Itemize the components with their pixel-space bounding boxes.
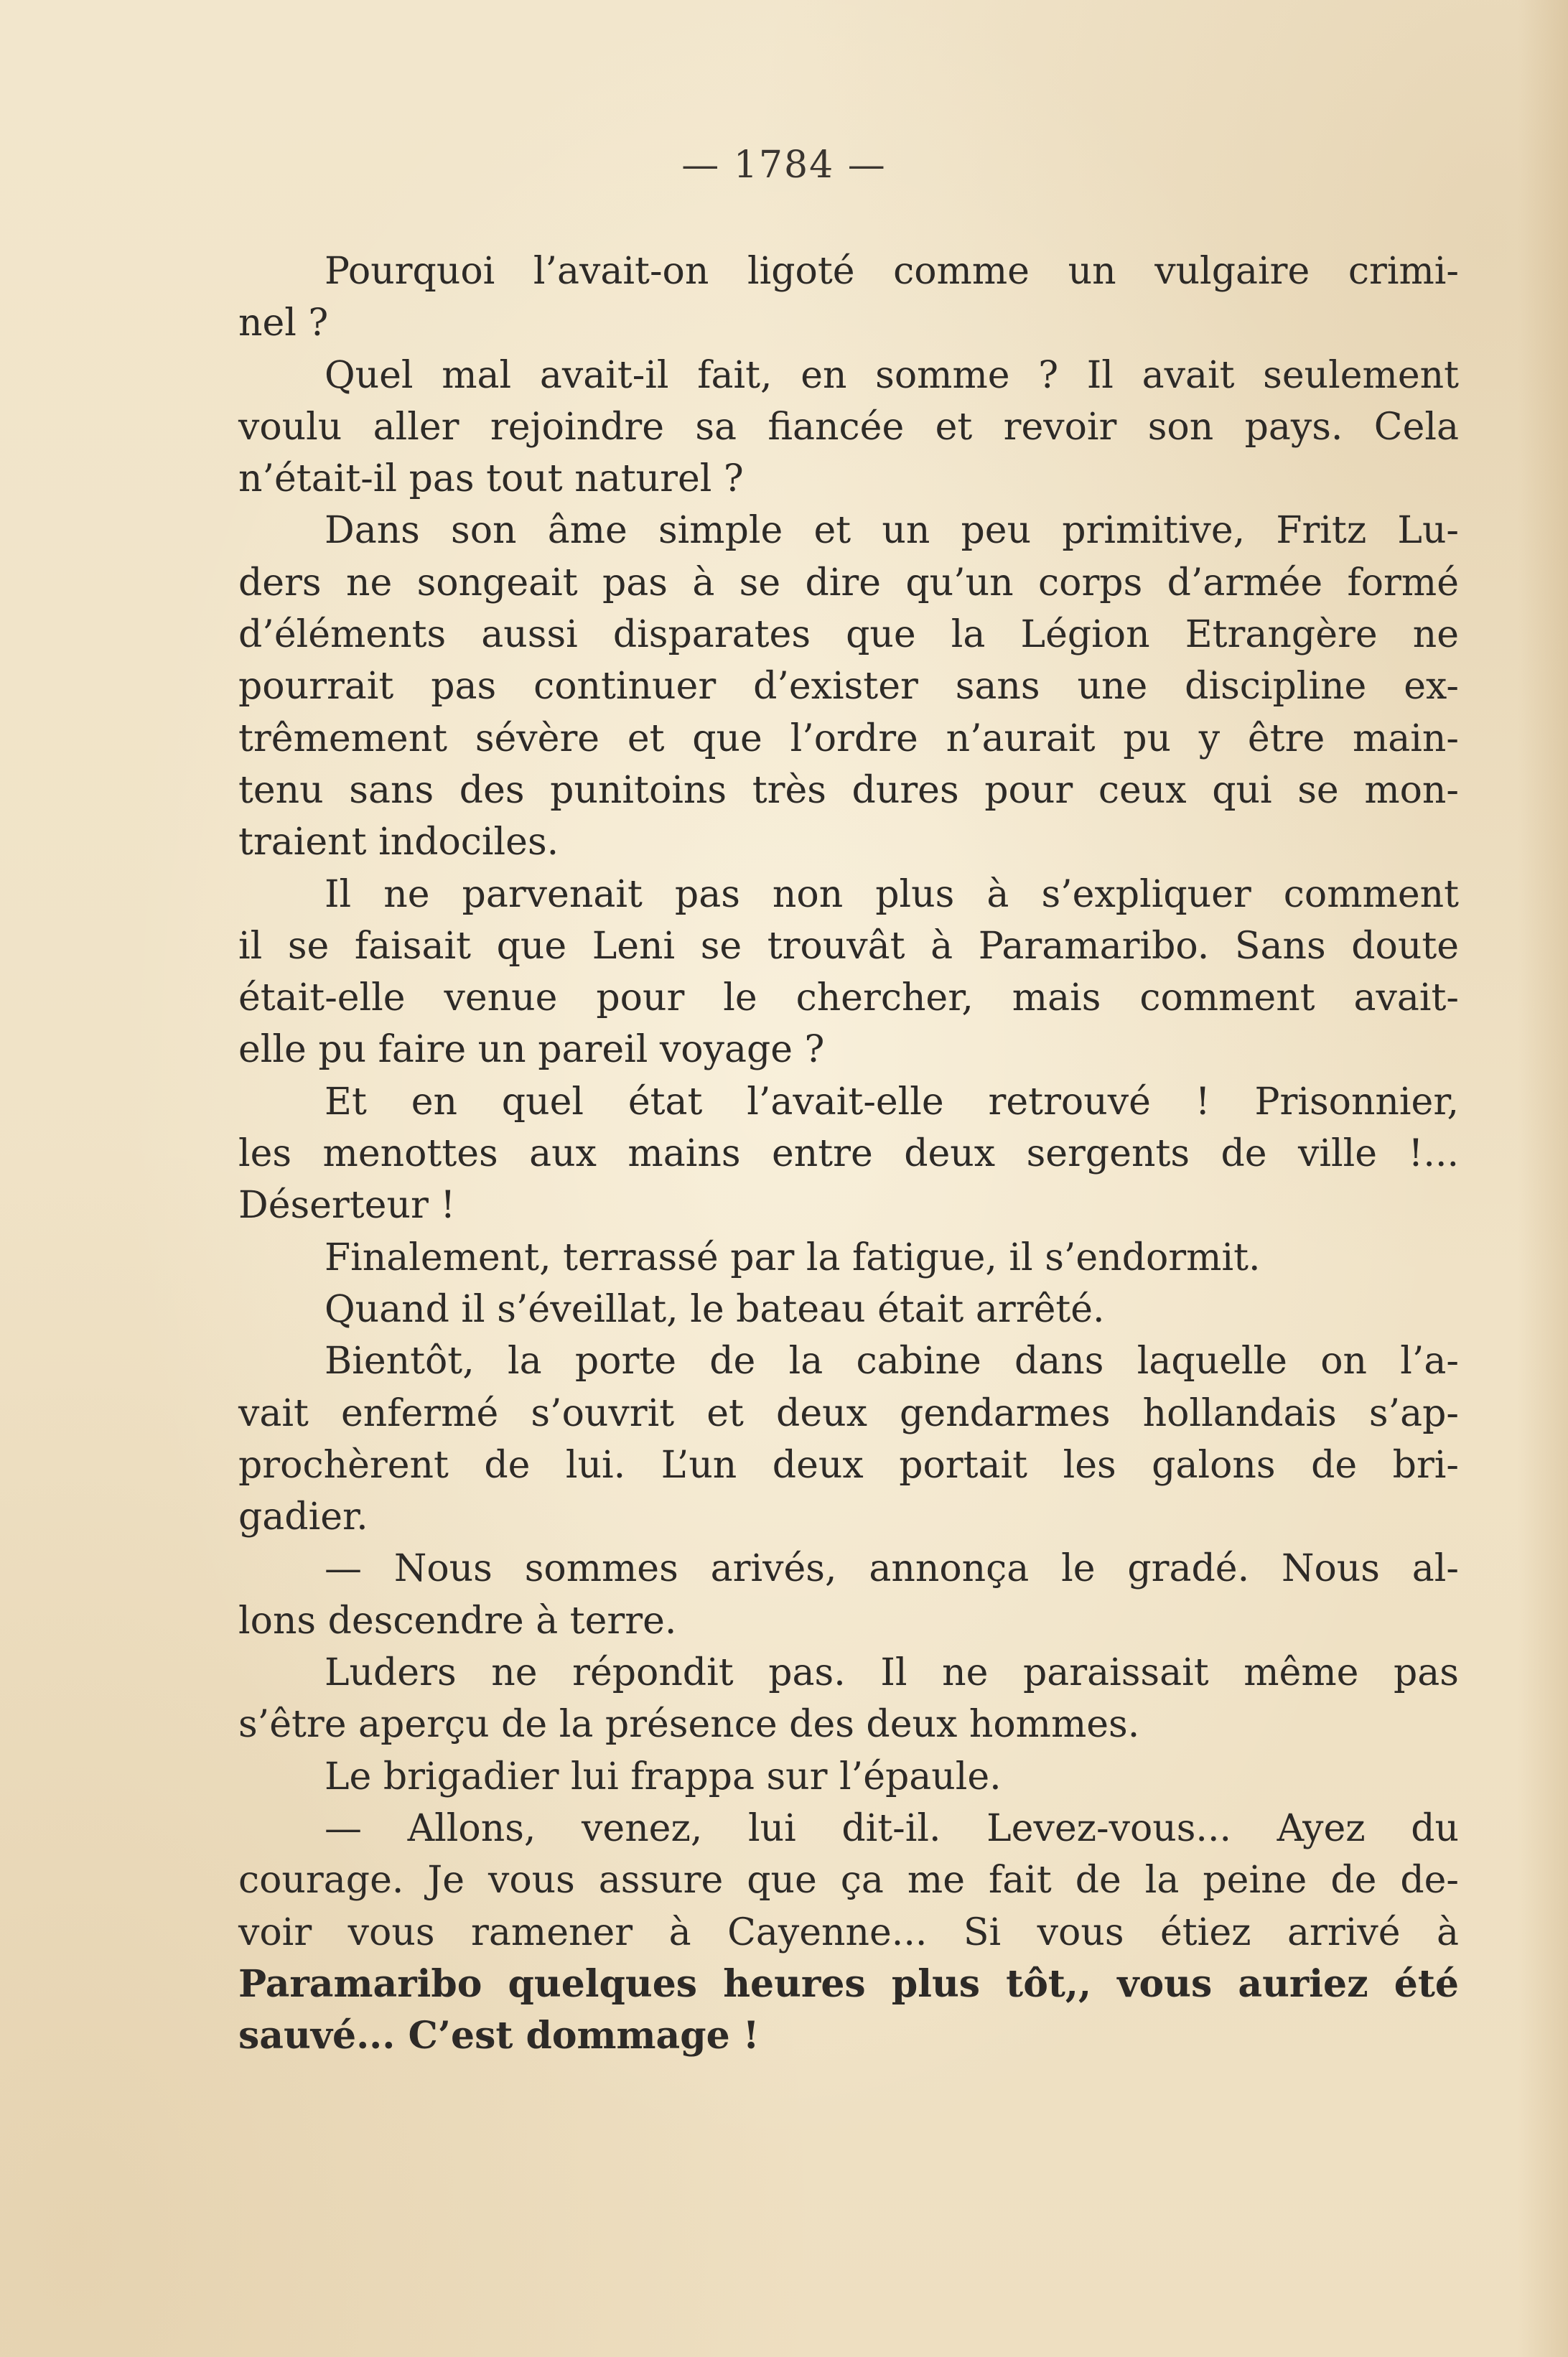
text-line: nel ?: [238, 302, 329, 345]
text-line: prochèrent de lui. L’un deux portait les galons de bri-: [238, 1443, 1459, 1487]
text-line: Pourquoi l’avait-on ligoté comme un vulgaire crimi-: [325, 250, 1459, 293]
text-line: courage. Je vous assure que ça me fait de la peine de de-: [238, 1859, 1459, 1903]
text-line: vait enfermé s’ouvrit et deux gendarmes hollandais s’ap-: [238, 1391, 1459, 1435]
text-line: Dans son âme simple et un peu primitive, Fritz Lu-: [325, 509, 1459, 553]
body-text: [238, 246, 1459, 2062]
text-line: Finalement, terrassé par la fatigue, il s’endormit.: [325, 1236, 1261, 1279]
text-line: les menottes aux mains entre deux sergents de ville !...: [238, 1132, 1459, 1176]
text-line: Luders ne répondit pas. Il ne paraissait même pas: [325, 1651, 1459, 1695]
text-line: Paramaribo quelques heures plus tôt,, vous auriez été: [238, 1961, 1459, 2006]
text-line: trêmement sévère et que l’ordre n’aurait pu y être main-: [238, 717, 1459, 760]
text-line: — Allons, venez, lui dit-il. Levez-vous... Ayez du: [325, 1806, 1459, 1850]
text-line: ders ne songeait pas à se dire qu’un corps d’armée formé: [238, 561, 1459, 605]
text-line: voulu aller rejoindre sa fiancée et revoir son pays. Cela: [238, 405, 1459, 449]
text-line: était-elle venue pour le chercher, mais comment avait-: [238, 976, 1459, 1020]
text-line: Il ne parvenait pas non plus à s’expliquer comment: [325, 872, 1459, 916]
text-line: lons descendre à terre.: [238, 1599, 677, 1643]
text-line: Et en quel état l’avait-elle retrouvé ! Prisonnier,: [325, 1080, 1459, 1124]
text-line: sauvé... C’est dommage !: [238, 2014, 760, 2058]
page-number: — 1784 —: [681, 144, 887, 187]
text-line: — Nous sommes arivés, annonça le gradé. Nous al-: [325, 1547, 1459, 1591]
text-line: voir vous ramener à Cayenne... Si vous étiez arrivé à: [238, 1910, 1459, 1954]
text-line: n’était-il pas tout naturel ?: [238, 457, 744, 501]
text-line: il se faisait que Leni se trouvât à Paramaribo. Sans doute: [238, 924, 1459, 968]
text-line: Quand il s’éveillat, le bateau était arrêté.: [325, 1287, 1105, 1331]
text-line: tenu sans des punitoins très dures pour ceux qui se mon-: [238, 768, 1459, 812]
text-line: elle pu faire un pareil voyage ?: [238, 1028, 825, 1072]
text-line: Bientôt, la porte de la cabine dans laquelle on l’a-: [325, 1340, 1459, 1383]
text-line: Quel mal avait-il fait, en somme ? Il avait seulement: [325, 353, 1459, 397]
text-line: s’être aperçu de la présence des deux hommes.: [238, 1703, 1140, 1747]
text-line: traient indociles.: [238, 821, 559, 864]
text-line: Le brigadier lui frappa sur l’épaule.: [325, 1755, 1002, 1798]
text-line: Déserteur !: [238, 1184, 456, 1228]
text-line: d’éléments aussi disparates que la Légion Etrangère ne: [238, 613, 1459, 657]
text-line: gadier.: [238, 1495, 368, 1539]
text-line: pourrait pas continuer d’exister sans une discipline ex-: [238, 665, 1459, 709]
